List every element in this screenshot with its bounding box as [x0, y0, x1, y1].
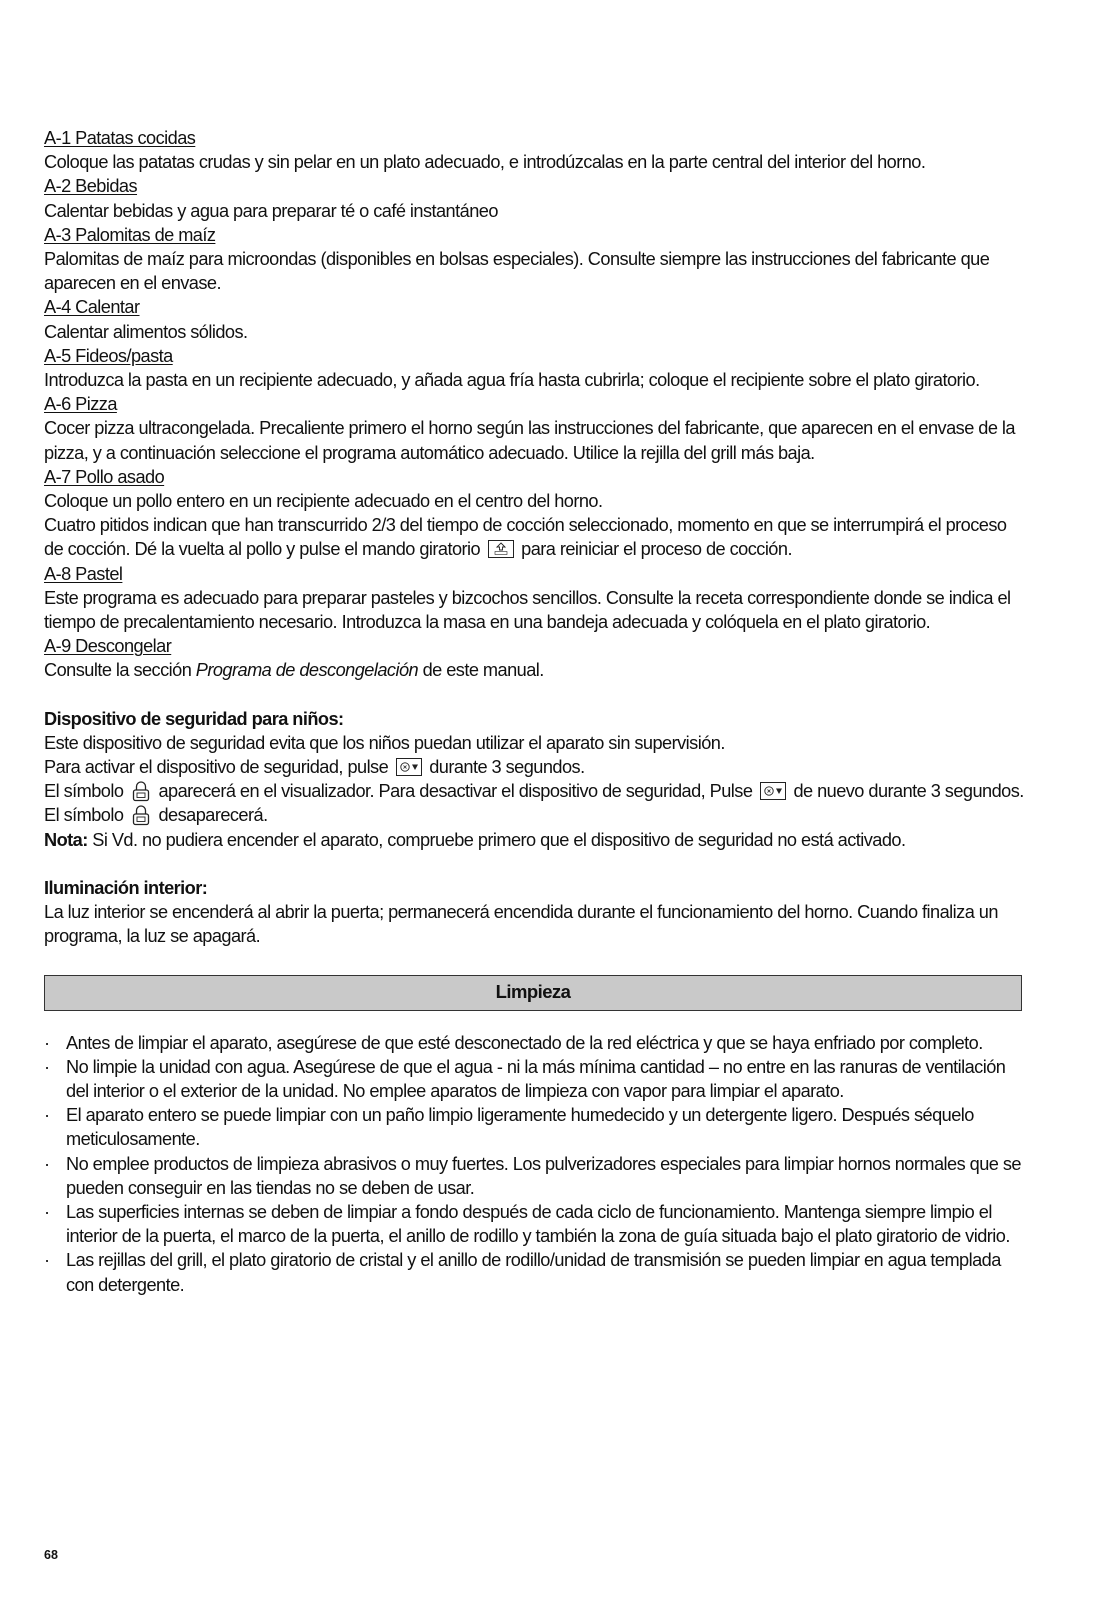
section-heading: Iluminación interior: — [44, 877, 208, 898]
program-title: A-1 Patatas cocidas — [44, 128, 196, 148]
list-item-text: No limpie la unidad con agua. Asegúrese de que el agua - ni la más mínima cantidad – no entre en las ranuras de ventilación del interior o el exterior de la unidad. No emplee aparatos de limpieza con vapor para limpiar el aparato. — [66, 1056, 1006, 1101]
text-part: El símbolo — [44, 805, 124, 826]
program-text: Cocer pizza ultracongelada. Precaliente primero el horno según las instrucciones del fabricante, que aparecen en el envase de la pizza, y a continuación seleccione el programa automático adecuado. Utilice la rejilla del grill más baja. — [44, 418, 1015, 463]
bullet-icon: · — [44, 1201, 50, 1222]
text-part: de nuevo durante 3 segundos. — [793, 781, 1024, 802]
program-text-2b: para reiniciar el proceso de cocción. — [521, 539, 792, 560]
program-a2 — [44, 174, 1024, 222]
bullet-icon: · — [44, 1056, 50, 1077]
child-lock-line3 — [44, 779, 1024, 803]
cleaning-list — [44, 1031, 1024, 1297]
program-text: Palomitas de maíz para microondas (disponibles en bolsas especiales). Consulte siempre las instrucciones del fabricante que aparecen en el envase. — [44, 249, 990, 294]
bullet-icon: · — [44, 1032, 50, 1053]
text-part: aparecerá en el visualizador. Para desactivar el dispositivo de seguridad, Pulse — [158, 781, 753, 802]
program-text: Calentar alimentos sólidos. — [44, 321, 248, 342]
quick-start-icon — [488, 540, 514, 558]
program-text: Introduzca la pasta en un recipiente adecuado, y añada agua fría hasta cubrirla; coloque el recipiente sobre el plato giratorio. — [44, 370, 980, 391]
text-part: Para activar el dispositivo de seguridad, pulse — [44, 757, 389, 778]
program-text: Este programa es adecuado para preparar pasteles y bizcochos sencillos. Consulte la receta correspondiente donde se indica el tiempo de precalentamiento necesario. Introduzca la masa en una bandeja adecuada y colóquela en el plato giratorio. — [44, 587, 1011, 633]
bullet-icon: · — [44, 1250, 50, 1271]
program-a1 — [44, 126, 1024, 174]
program-a8 — [44, 562, 1024, 635]
list-item-text: No emplee productos de limpieza abrasivos o muy fuertes. Los pulverizadores especiales para limpiar hornos normales que se pueden conseguir en las tiendas no se deben de usar. — [66, 1153, 1021, 1198]
program-title: A-7 Pollo asado — [44, 466, 165, 487]
text-part: desaparecerá. — [158, 805, 268, 826]
list-item — [44, 1200, 1024, 1248]
program-text-2a: Cuatro pitidos indican que han transcurrido 2/3 del tiempo de cocción seleccionado, momento en que se interrumpirá el proceso de cocción. Dé la vuelta al pollo y pulse el mando giratorio — [44, 515, 1007, 560]
list-item — [44, 1031, 1024, 1055]
section-heading: Dispositivo de seguridad para niños: — [44, 708, 344, 729]
text-part: Consulte la sección — [44, 660, 192, 681]
program-title: A-9 Descongelar — [44, 636, 172, 657]
list-item — [44, 1103, 1024, 1151]
note-text: Si Vd. no pudiera encender el aparato, compruebe primero que el dispositivo de seguridad no está activado. — [92, 829, 906, 850]
program-title: A-2 Bebidas — [44, 176, 138, 197]
program-a5 — [44, 344, 1024, 392]
program-a9 — [44, 634, 1024, 682]
page-number: 68 — [44, 1548, 58, 1562]
stop-lock-button-icon — [396, 758, 422, 776]
list-item — [44, 1055, 1024, 1103]
program-title: A-8 Pastel — [44, 563, 123, 584]
list-item-text: Antes de limpiar el aparato, asegúrese de que esté desconectado de la red eléctrica y que se haya enfriado por completo. — [66, 1032, 983, 1053]
text-part: durante 3 segundos. — [429, 757, 585, 778]
lighting-section — [44, 876, 1024, 949]
section-title: Limpieza — [495, 981, 571, 1003]
child-lock-line1: Este dispositivo de seguridad evita que los niños puedan utilizar el aparato sin supervisión. — [44, 732, 725, 753]
list-item — [44, 1248, 1024, 1296]
program-title: A-6 Pizza — [44, 394, 117, 415]
program-title: A-3 Palomitas de maíz — [44, 224, 216, 245]
section-title-bar — [44, 975, 1022, 1011]
program-text: Coloque un pollo entero en un recipiente adecuado en el centro del horno. — [44, 491, 603, 512]
note-label: Nota: — [44, 829, 88, 850]
program-text-2 — [44, 513, 1024, 561]
program-a6 — [44, 392, 1024, 465]
child-lock-section — [44, 707, 1024, 852]
lighting-text: La luz interior se encenderá al abrir la puerta; permanecerá encendida durante el funcionamiento del horno. Cuando finaliza un programa, la luz se apagará. — [44, 902, 998, 947]
list-item — [44, 1152, 1024, 1200]
program-a3 — [44, 223, 1024, 296]
program-title: A-4 Calentar — [44, 297, 140, 318]
padlock-icon — [131, 804, 151, 826]
list-item-text: Las superficies internas se deben de limpiar a fondo después de cada ciclo de funcionamiento. Mantenga siempre limpio el interior de la puerta, el marco de la puerta, el anillo de rodillo y también la zona de guía situada bajo el plato giratorio de vidrio. — [66, 1201, 1010, 1247]
bullet-icon: · — [44, 1105, 50, 1126]
stop-lock-button-icon — [760, 782, 786, 800]
list-item-text: El aparato entero se puede limpiar con un paño limpio ligeramente humedecido y un detergente ligero. Después séquelo meticulosamente. — [66, 1105, 974, 1150]
child-lock-note — [44, 828, 1024, 852]
padlock-icon — [131, 780, 151, 802]
program-title: A-5 Fideos/pasta — [44, 345, 173, 366]
text-part: El símbolo — [44, 781, 124, 802]
manual-page — [44, 126, 1024, 1297]
program-text: Calentar bebidas y agua para preparar té o café instantáneo — [44, 200, 498, 221]
program-text: Coloque las patatas crudas y sin pelar en un plato adecuado, e introdúzcalas en la parte central del interior del horno. — [44, 152, 926, 173]
program-a4 — [44, 295, 1024, 343]
program-text — [44, 658, 1024, 682]
list-item-text: Las rejillas del grill, el plato giratorio de cristal y el anillo de rodillo/unidad de transmisión se pueden limpiar en agua templada con detergente. — [66, 1250, 1001, 1295]
program-a7 — [44, 465, 1024, 562]
child-lock-line4 — [44, 803, 1024, 827]
section-reference: Programa de descongelación — [195, 660, 419, 681]
text-part: de este manual. — [422, 660, 544, 681]
child-lock-line2 — [44, 755, 1024, 779]
bullet-icon: · — [44, 1153, 50, 1174]
